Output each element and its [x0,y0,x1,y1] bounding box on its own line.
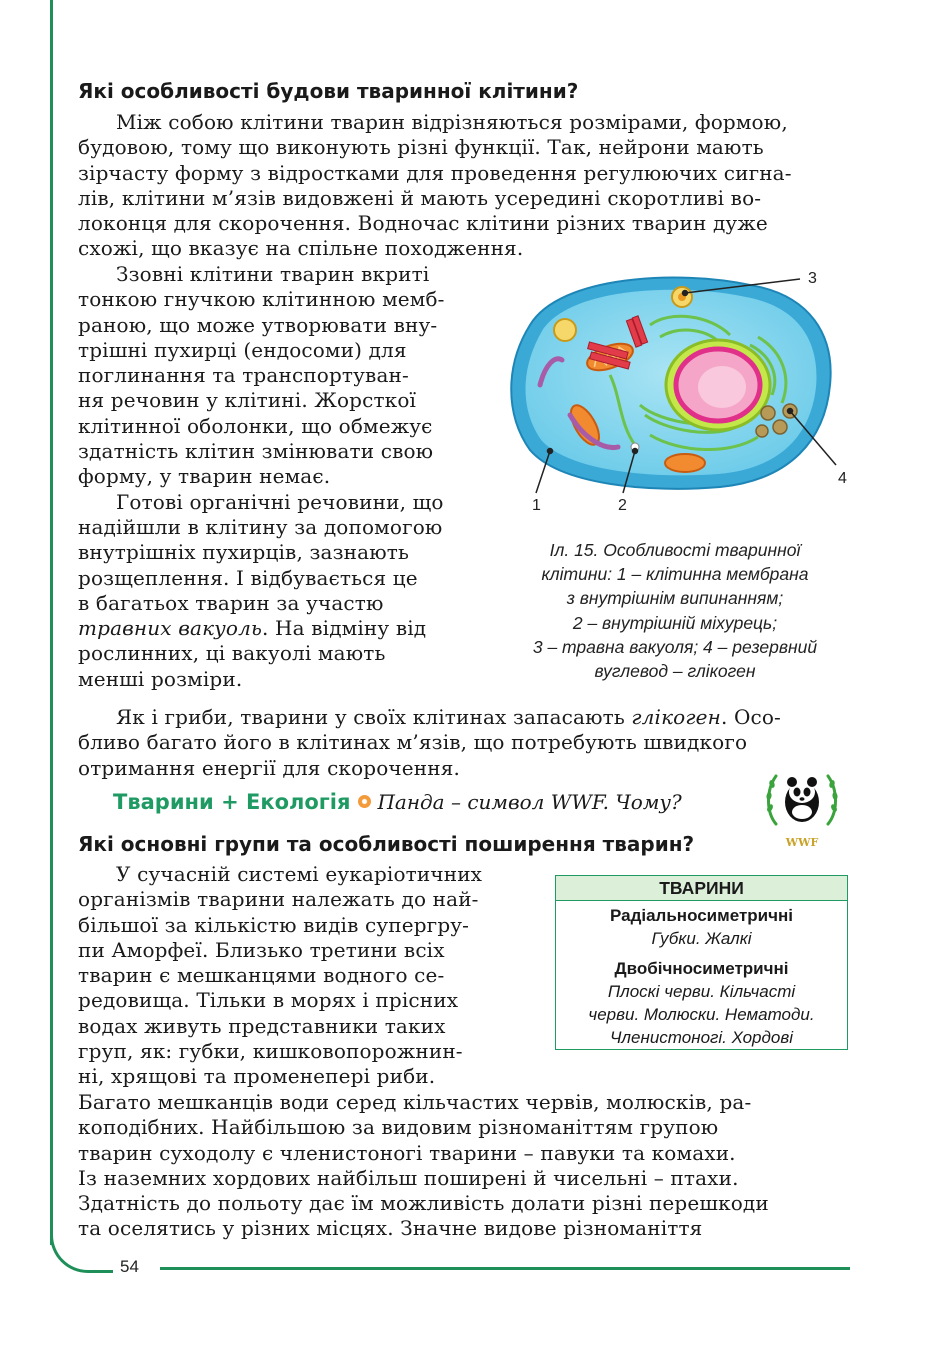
text-span: Як і гриби, тварини у своїх клітинах запасають [116,705,632,729]
term-digestive-vacuoles: травних вакуоль [78,616,263,641]
table-group-bilateral-line: черви. Молюски. Нематоди. [588,1005,815,1024]
text-line: локонця для скорочення. Водночас клітини різних тварин дуже [78,211,768,236]
paragraph-glycogen [78,705,850,781]
text-line: рослинних, ці вакуолі мають [78,641,386,666]
text-line: пи Аморфеї. Близько третини всіх [78,937,445,962]
paragraph-animal-habitats [78,1090,850,1242]
text-line: та оселятись у різних місцях. Значне видове різноманіття [78,1216,703,1241]
text-line: Ззовні клітини тварин вкриті [116,262,430,286]
text-span: . Осо- [720,705,781,729]
text-line: лів, клітини м’язів видовжені й мають усередині скоротливі во- [78,185,762,210]
page-number: 54 [120,1257,139,1276]
eco-rubric [113,790,682,814]
text-line: форму, у тварин немає. [78,464,331,489]
text-line: будовою, тому що виконують різні функції. Так, нейрони мають [78,135,764,160]
text-line: тонкою гнучкою клітинною мемб- [78,287,445,312]
caption-line: з внутрішнім випинанням; [566,588,784,609]
text-line: здатність клітин змінювати свою [78,439,434,464]
term-glycogen: глікоген [631,705,721,729]
text-line: тварин суходолу є членистоногі тварини – павуки та комахи. [78,1140,736,1165]
text-line: надійшли в клітину за допомогою [78,514,443,539]
figure-caption [505,538,845,683]
text-line: в багатьох тварин за участю [78,590,384,615]
table-group-bilateral-line: Плоскі черви. Кільчасті [607,982,796,1001]
text-line: редовища. Тільки в морях і прісних [78,988,459,1013]
text-line: клітинної оболонки, що обмежує [78,413,433,438]
table-group-radial-title: Радіальносиметричні [610,906,793,925]
text-line: зірчасту форму з відростками для проведення регулюючих сигна- [78,160,792,185]
text-line: поглинання та транспортуван- [78,363,409,388]
text-line: Між собою клітини тварин відрізняються розмірами, формою, [116,110,788,134]
figure-label-4: 4 [838,470,847,487]
paragraph-membrane [78,262,474,692]
text-line: раною, що може утворювати вну- [78,312,438,337]
animal-classification-table [555,875,848,1050]
text-line: схожі, що вказує на спільне походження. [78,236,524,261]
paragraph-cell-differences [78,110,850,262]
eco-rubric-title: Тварини + Екологія [113,790,351,814]
table-group-bilateral-title: Двобічносиметричні [614,959,789,978]
text-line: ня речовин у клітині. Жорсткої [78,388,417,413]
text-line: Із наземних хордових найбільш поширені й чисельні – птахи. [78,1165,739,1190]
wwf-panda-logo [762,762,842,850]
text-line: розщеплення. І відбувається це [78,565,418,590]
caption-line: Іл. 15. Особливості тваринної [549,540,801,560]
text-line: водах живуть представники таких [78,1013,446,1038]
text-line: бливо багато його в клітинах м’язів, що потребують швидкого [78,730,748,755]
text-line: коподібних. Найбільшою за видовим різноманіттям групою [78,1115,719,1140]
text-line: Багато мешканців води серед кільчастих червів, молюсків, ра- [78,1090,752,1114]
text-line: трішні пухирці (ендосоми) для [78,337,407,362]
figure-label-1: 1 [532,497,541,514]
nucleolus [698,366,746,408]
section-heading-animal-groups: Які основні групи та особливості поширення тварин? [78,832,695,856]
text-line [78,705,850,730]
text-span: . На відміну від [262,616,427,641]
text-line: внутрішніх пухирців, зазнають [78,540,410,565]
vacuole [554,319,576,341]
paragraph-animal-groups [78,862,530,1090]
flower-bullet-icon [358,795,371,808]
caption-line: 2 – внутрішній міхурець; [572,612,778,633]
text-line [78,616,474,641]
figure-label-2: 2 [618,497,627,514]
animal-cell-illustration [500,265,855,515]
caption-line: 3 – травна вакуоля; 4 – резервний [532,636,818,657]
caption-line: вуглевод – глікоген [594,661,756,682]
text-line: отримання енергії для скорочення. [78,755,461,780]
table-group-radial-items: Губки. Жалкі [651,929,752,948]
text-line: менші розміри. [78,666,243,691]
footer-rule [160,1267,850,1270]
wwf-logo-text: WWF [785,836,819,849]
caption-line: клітини: 1 – клітинна мембрана [541,564,809,585]
section-heading-cell-structure: Які особливості будови тваринної клітини? [78,79,579,103]
text-line: організмів тварини належать до най- [78,887,479,912]
text-line: ні, хрящові та променепері риби. [78,1064,436,1089]
text-line: У сучасній системі еукаріотичних [116,862,483,886]
eco-rubric-question: Панда – символ WWF. Чому? [377,790,682,814]
table-title: ТВАРИНИ [556,876,847,901]
text-line: груп, як: губки, кишковопорожнин- [78,1039,463,1064]
table-group-bilateral-line: Членистоногі. Хордові [609,1028,793,1047]
text-line: більшої за кількістю видів супергру- [78,912,470,937]
text-line: Готові органічні речовини, що [116,489,444,514]
text-line: тварин є мешканцями водного се- [78,963,445,988]
text-line: Здатність до польоту дає їм можливість долати різні перешкоди [78,1191,769,1216]
figure-label-3: 3 [808,270,817,287]
page-frame-line [50,0,53,1245]
